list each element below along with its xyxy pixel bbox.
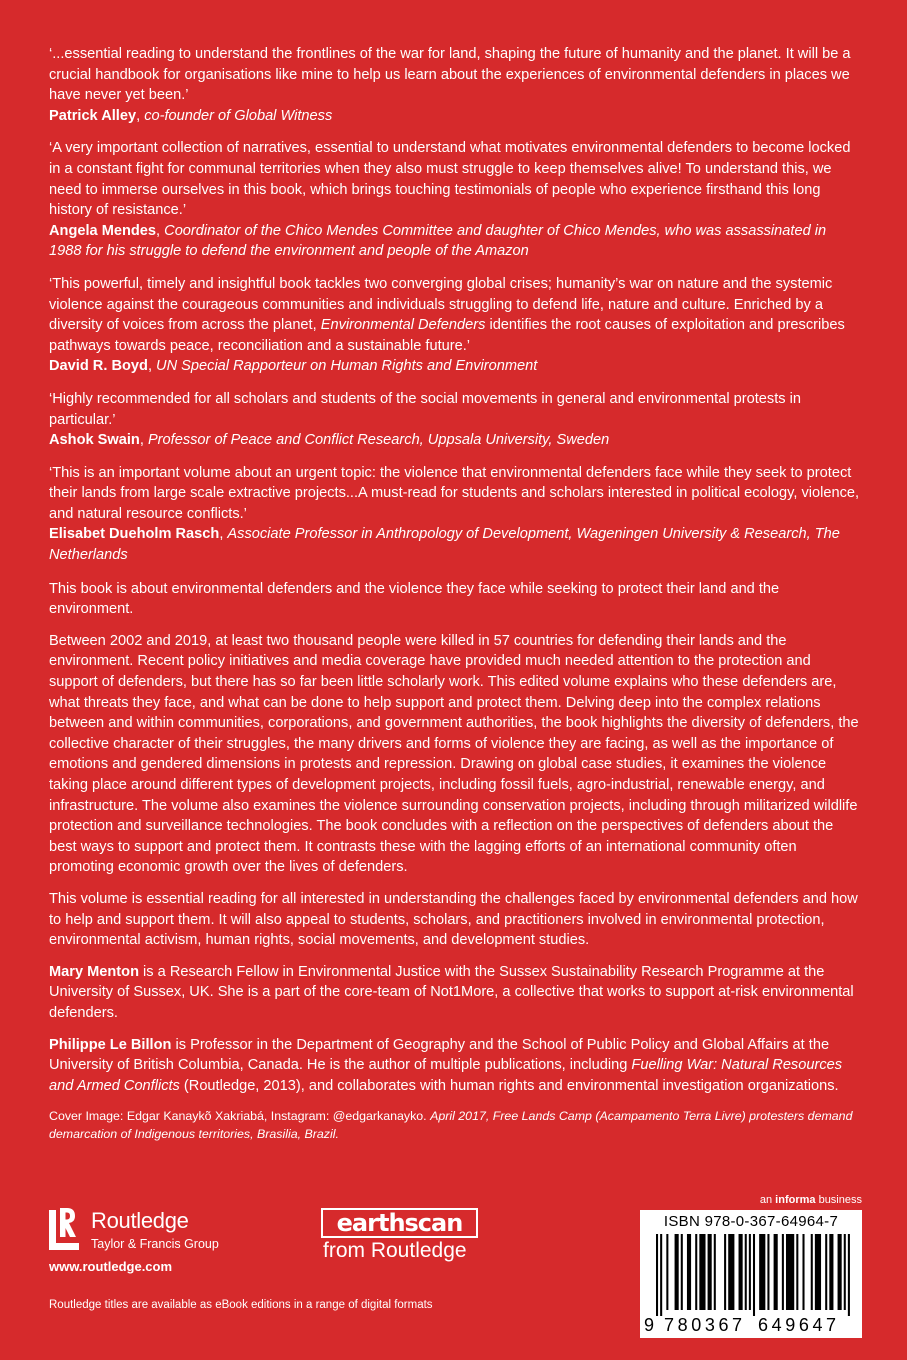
barcode-bar [675, 1234, 679, 1310]
informa-prefix: an [759, 1194, 776, 1206]
barcode-bar [728, 1234, 734, 1310]
endorsement [49, 463, 861, 566]
barcode-bar [714, 1234, 716, 1310]
barcode-bar [844, 1234, 846, 1310]
publisher-group: Taylor & Francis Group [91, 1237, 219, 1251]
earthscan-logo [321, 1208, 481, 1268]
endorsement-attribution: Ashok Swain, Professor of Peace and Conflict Research, Uppsala University, Sweden [49, 432, 610, 449]
barcode-bar [660, 1234, 662, 1316]
barcode-bar [802, 1234, 804, 1310]
endorser-role: Professor of Peace and Conflict Research, Uppsala University, Sweden [147, 432, 610, 449]
earthscan-wordmark: earthscan [321, 1208, 478, 1238]
isbn-label: ISBN 978-0-367-64964-7 [663, 1213, 839, 1230]
barcode-bar [767, 1234, 769, 1310]
barcode-bars [656, 1234, 852, 1316]
endorsement-text-part: identifies the root causes of exploitation and prescribes pathways towards peace, reconciliation and a sustainable future.’ [49, 317, 845, 354]
barcode-bar [681, 1234, 683, 1310]
barcode-bar [739, 1234, 743, 1310]
publisher-name: Routledge [91, 1208, 189, 1233]
editor-bio-text: is Professor in the Department of Geography and the School of Public Policy and Global Affairs at the University of British Columbia, Canada. He is the author of multiple publications, including [49, 1036, 830, 1074]
barcode-bar [848, 1234, 850, 1316]
barcode-bar [745, 1234, 747, 1310]
ebook-note: Routledge titles are available as eBook editions in a range of digital formats [49, 1299, 433, 1311]
endorsement-text: ‘Highly recommended for all scholars and students of the social movements in general and environmental protests in particular.’ [49, 390, 801, 428]
endorser-role: co-founder of Global Witness [144, 107, 333, 124]
isbn-barcode [640, 1210, 862, 1338]
barcode-bar [796, 1234, 798, 1310]
back-cover-text [49, 44, 861, 1156]
barcode-bar [774, 1234, 778, 1310]
routledge-r-icon [49, 1206, 79, 1250]
endorsement-attribution: Patrick Alley, co-founder of Global Witness [49, 107, 333, 124]
barcode-digit-lead: 9 [644, 1315, 658, 1335]
endorser-name: David R. Boyd [49, 358, 148, 375]
editor-name: Philippe Le Billon [49, 1036, 172, 1053]
endorsement-attribution: David R. Boyd, UN Special Rapporteur on Human Rights and Environment [49, 358, 538, 375]
editor-bio [49, 962, 861, 1024]
informa-brand: informa [775, 1194, 816, 1206]
editor-bio-text: is a Research Fellow in Environmental Justice with the Sussex Sustainability Research Programme at the University of Sussex, UK. She is a part of the core-team of Not1More, a collective that works to support at-risk environmental defenders. [49, 963, 854, 1021]
endorsement-text: ‘This is an important volume about an urgent topic: the violence that environmental defenders face while they seek to protect their lands from large scale extractive projects...A must-read for students and scholars interested in political ecology, violence, and natural resource conflicts.’ [49, 464, 860, 522]
barcode-digit-group: 780367 [664, 1315, 746, 1335]
endorser-role: Associate Professor in Anthropology of Development, Wageningen University & Research, The Netherlands [49, 526, 840, 564]
barcode-bar [699, 1234, 705, 1310]
description-paragraph: This volume is essential reading for all interested in understanding the challenges faced by environmental defenders and how to help and support them. It will also appeal to students, scholars, and practitioners involved in environmental protection, environmental activism, human rights, social movements, and development studies. [49, 890, 858, 949]
endorser-name: Ashok Swain [49, 432, 140, 449]
editor-bio-text: (Routledge, 2013), and collaborates with human rights and environmental investigation organizations. [179, 1077, 839, 1094]
barcode-bar [782, 1234, 784, 1310]
barcode-bar [815, 1234, 821, 1310]
cover-image-credit [49, 1107, 861, 1143]
barcode-bar [695, 1234, 697, 1310]
endorsement-text: ‘A very important collection of narratives, essential to understand what motivates environmental defenders to become locked in a constant fight for communal territories when they also must struggle to keep themselves alive! To understand this, we need to immerse ourselves in this book, which brings touching testimonials of people who experience firsthand this long history of resistance.’ [49, 140, 851, 219]
cover-credit-prefix: Cover Image: Edgar Kanaykõ Xakriabá, Instagram: @edgarkanayko. [49, 1109, 431, 1124]
endorsement [49, 44, 861, 126]
barcode-bar [687, 1234, 691, 1310]
endorser-role: Coordinator of the Chico Mendes Committee and daughter of Chico Mendes, who was assassinated in 1988 for his struggle to defend the environment and people of the Amazon [49, 222, 827, 260]
endorser-name: Patrick Alley [49, 107, 137, 124]
endorser-name: Angela Mendes [49, 222, 157, 239]
barcode-bar [656, 1234, 658, 1316]
barcode-bar [724, 1234, 726, 1310]
barcode-bar [666, 1234, 668, 1310]
endorsement [49, 138, 861, 262]
endorsement-attribution: Angela Mendes, Coordinator of the Chico Mendes Committee and daughter of Chico Mendes, who was assassinated in 1988 for his struggle to defend the environment and people of the Amazon [49, 222, 827, 260]
endorsement-attribution: Elisabet Dueholm Rasch, Associate Professor in Anthropology of Development, Wageningen University & Research, The Netherlands [49, 526, 840, 564]
endorsement-text [49, 274, 861, 356]
endorsement [49, 274, 861, 377]
barcode-bar [749, 1234, 751, 1310]
barcode-digit-group: 649647 [758, 1315, 840, 1335]
informa-suffix: business [815, 1194, 862, 1206]
description-paragraph: Between 2002 and 2019, at least two thousand people were killed in 57 countries for defending their lands and the environment. Recent policy initiatives and media coverage have provided much needed attention to the protection and support of defenders, but there has so far been little scholarly work. This edited volume explains who these defenders are, what threats they face, and what can be done to help support and protect them. Delving deep into the complex relations between and within communities, corporations, and government authorities, the book highlights the diversity of defenders, the collective character of their struggles, the many drivers and forms of violence they are facing, as well as the importance of emotions and gendered dimensions in protests and repression. Drawing on global case studies, it examines the violence taking place around different types of development projects, including fossil fuels, agro-industrial, renewable energy, and infrastructure. The volume also examines the violence surrounding conservation projects, including through militarized wildlife protection and surveillance technologies. The book concludes with a reflection on the perspectives of defenders about the best ways to support and protect them. It contrasts these with the lagging efforts of an international community often promoting economic growth over the lives of defenders. [49, 632, 859, 876]
informa-business-label [760, 1194, 862, 1206]
endorser-name: Elisabet Dueholm Rasch [49, 526, 220, 543]
cover-credit-caption: April 2017, Free Lands Camp (Acampamento Terra Livre) protesters demand demarcation of Indigenous territories, Brasilia, Brazil. [49, 1109, 853, 1142]
book-title: Environmental Defenders [320, 317, 486, 334]
barcode-bar [825, 1234, 827, 1310]
barcode-bar [829, 1234, 833, 1310]
endorsement-text: ‘...essential reading to understand the frontlines of the war for land, shaping the future of humanity and the planet. It will be a crucial handbook for organisations like mine to help us learn about the experiences of environmental defenders in places we have never yet been.’ [49, 46, 851, 104]
editor-name: Mary Menton [49, 963, 139, 980]
endorser-role: UN Special Rapporteur on Human Rights and Environment [156, 358, 538, 375]
publication-title: Fuelling War: Natural Resources and Armed Conflicts [49, 1057, 843, 1094]
barcode-bar [838, 1234, 842, 1310]
barcode-bar [753, 1234, 755, 1316]
routledge-logo [49, 1206, 239, 1258]
barcode-bar [759, 1234, 765, 1310]
endorsement-text-part: ‘This powerful, timely and insightful book tackles two converging global crises; humanity’s war on nature and the systemic violence against the courageous communities and individuals struggling to defend life, nature and culture. Enriched by a diversity of voices from across the planet, [49, 275, 833, 334]
barcode-bar [811, 1234, 813, 1310]
barcode-bar [708, 1234, 712, 1310]
publisher-url: www.routledge.com [49, 1259, 173, 1274]
description-paragraph: This book is about environmental defenders and the violence they face while seeking to protect their land and the environment. [49, 580, 780, 618]
editor-bio [49, 1035, 861, 1097]
barcode-bar [786, 1234, 794, 1310]
earthscan-from: from Routledge [323, 1239, 467, 1262]
endorsement [49, 389, 861, 451]
